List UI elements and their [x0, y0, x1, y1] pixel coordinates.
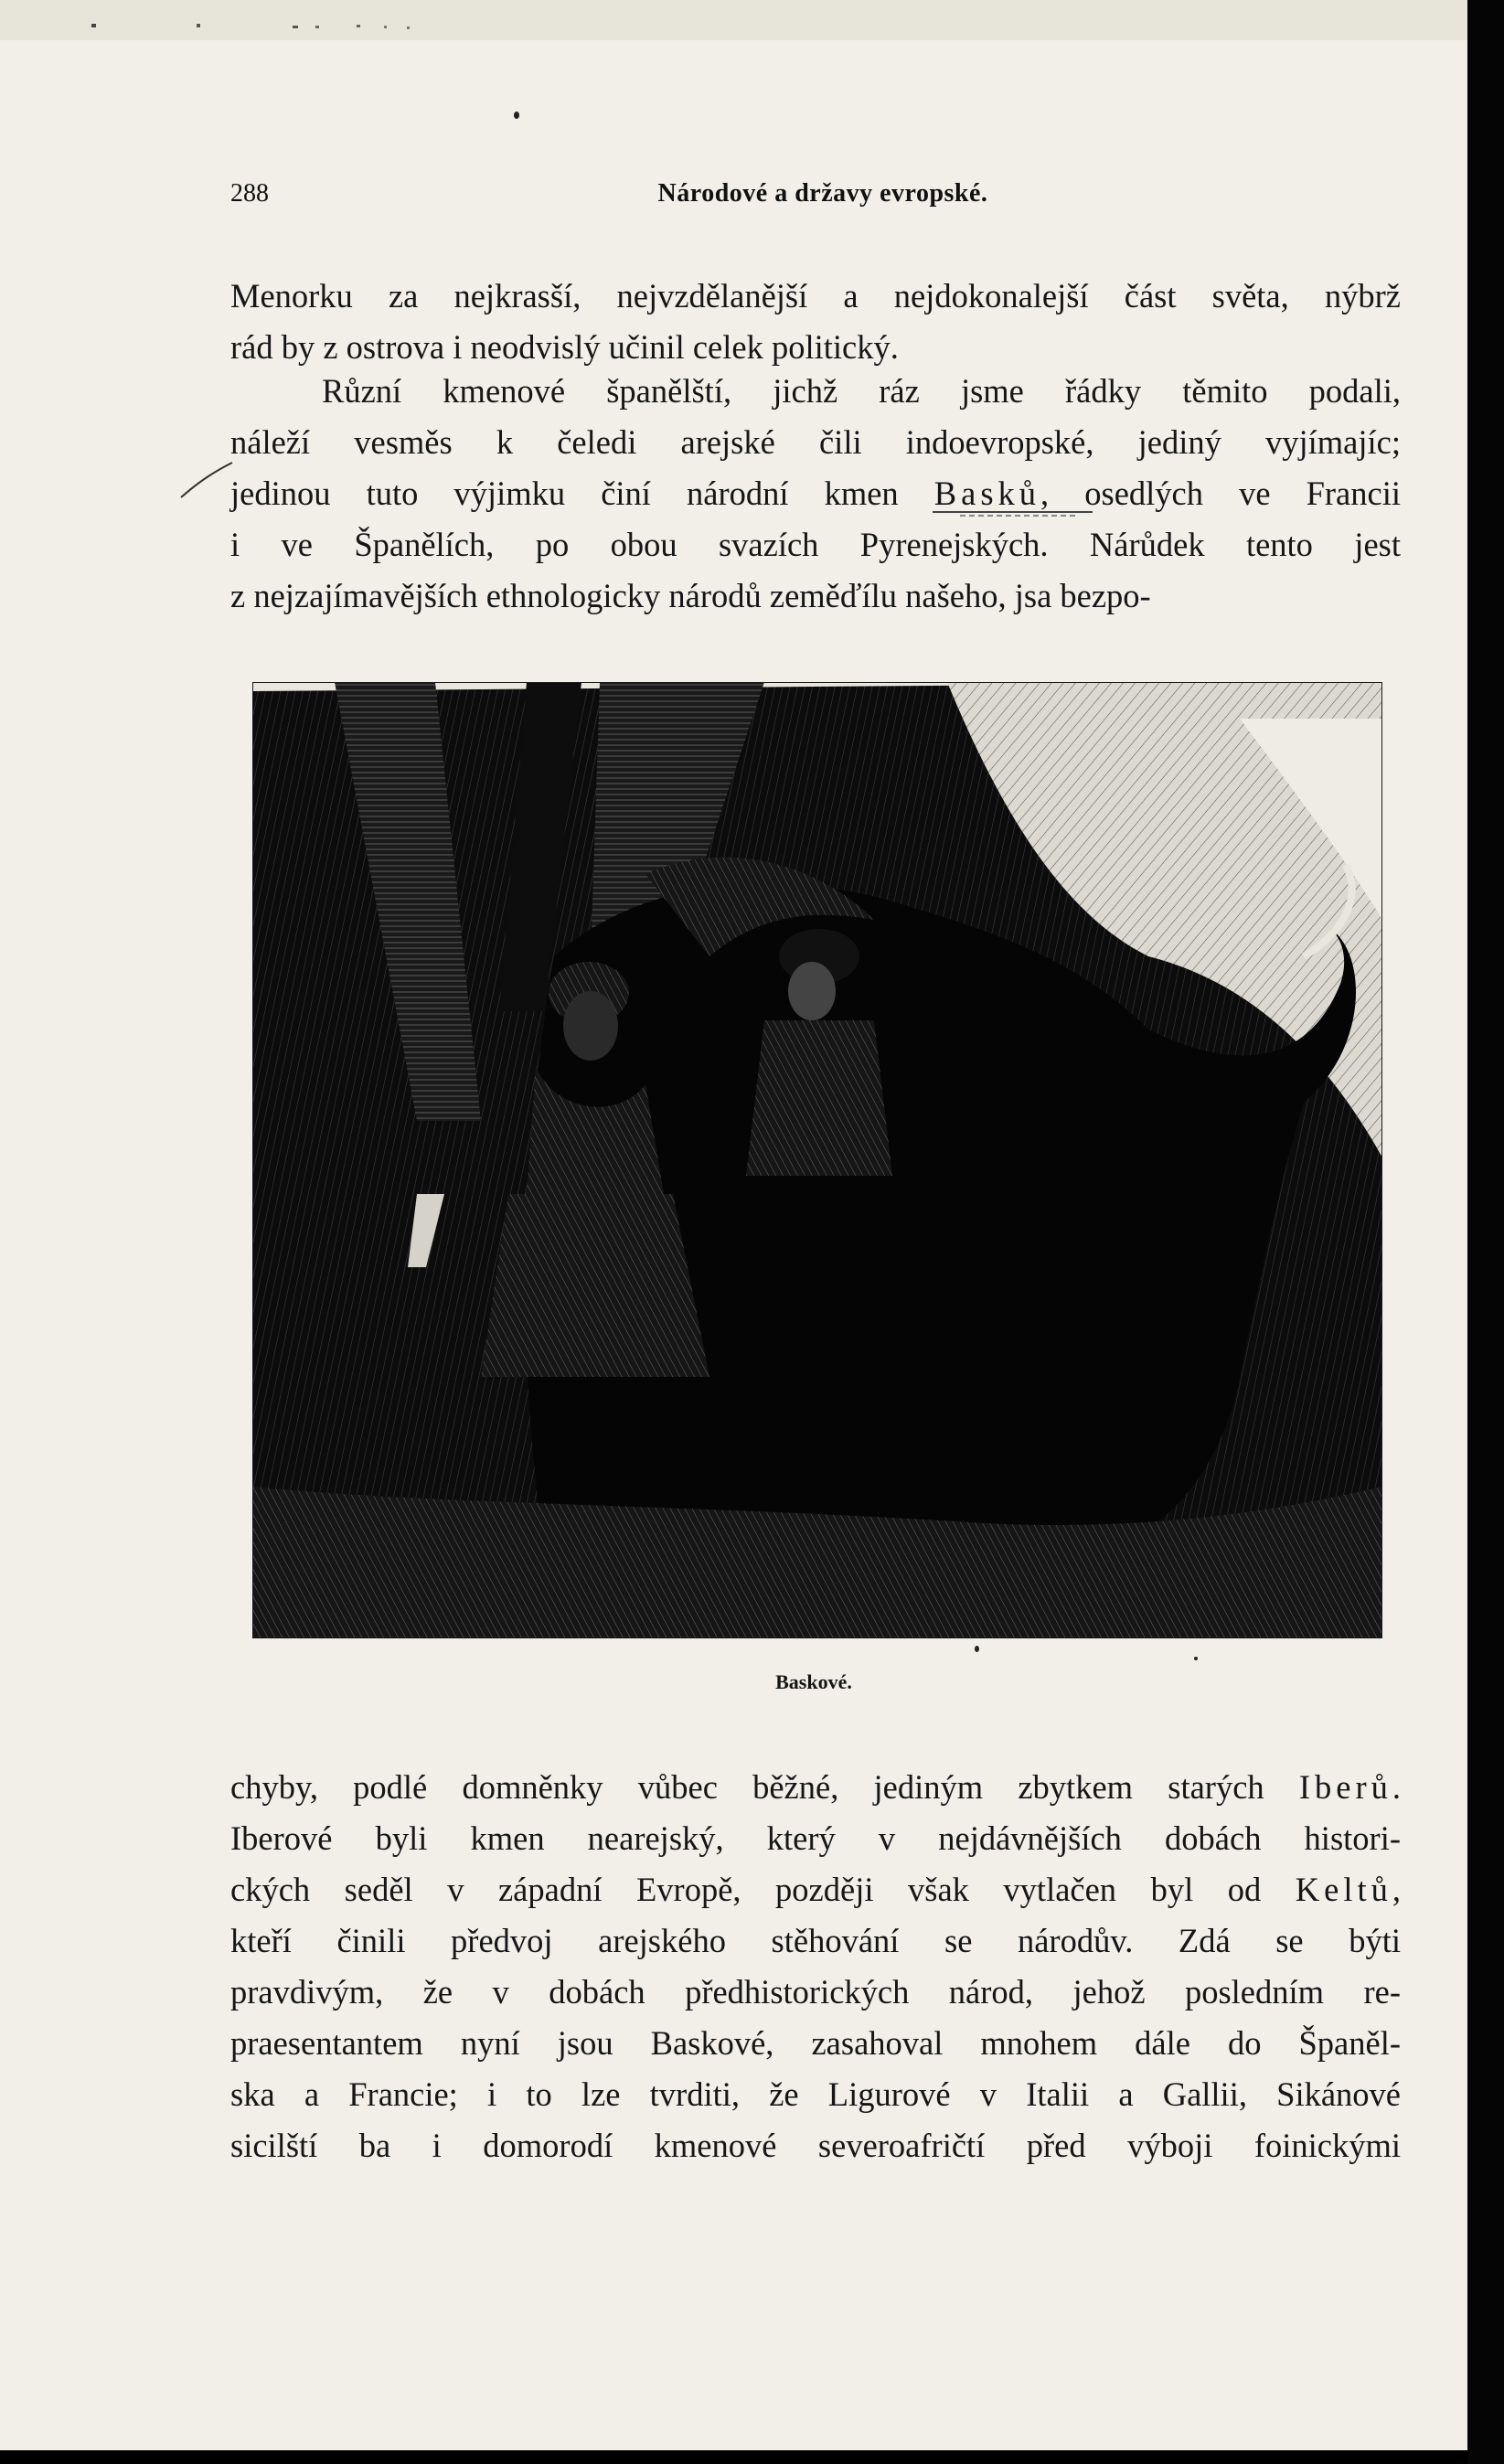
text-line: Menorku za nejkrasší, nejvzdělanější a nejdokonalejší část světa, nýbrž	[230, 277, 1401, 315]
text-line: Různí kmenové španělští, jichž ráz jsme řádky těmito podali,	[322, 372, 1401, 410]
text-fragment: ckých seděl v západní Evropě, později však vytlačen byl od	[230, 1871, 1296, 1908]
text-line: Iberové byli kmen nearejský, který v nejdávnějších dobách histori-	[230, 1819, 1401, 1857]
text-line	[230, 468, 1401, 519]
text-line: rád by z ostrova i neodvislý učinil celek politický.	[230, 328, 899, 366]
text-fragment: jedinou tuto výjimku činí národní kmen	[230, 475, 934, 512]
paragraph-2	[230, 366, 1401, 622]
pencil-underline	[933, 508, 1093, 517]
spaced-term-keltu: Keltů	[1295, 1871, 1392, 1908]
text-fragment: chyby, podlé domněnky vůbec běžné, jediným zbytkem starých	[230, 1768, 1299, 1806]
spaced-term-iberu: Iberů	[1298, 1768, 1392, 1806]
paragraph-3	[230, 1762, 1401, 2171]
page-number: 288	[230, 179, 269, 208]
paragraph-1	[230, 271, 1401, 373]
text-line: ska a Francie; i to lze tvrditi, že Ligurové v Italii a Gallii, Sikánové	[230, 2075, 1401, 2113]
text-line: pravdivým, že v dobách předhistorických národ, jehož posledním re-	[230, 1973, 1401, 2011]
text-line: z nejzajímavějších ethnologicky národů zeměďílu našeho, jsa bezpo-	[230, 577, 1151, 614]
text-line: i ve Španělích, po obou svazích Pyrenejských. Nárůdek tento jest	[230, 526, 1401, 563]
text-fragment: ,	[1392, 1871, 1401, 1908]
spaced-term-basku: Basků	[933, 475, 1041, 512]
figure-caption: Baskové.	[775, 1670, 852, 1693]
binding-shadow	[0, 0, 1467, 40]
text-line	[230, 1762, 1401, 1813]
dust-speck	[975, 1646, 979, 1652]
scan-border	[1467, 0, 1504, 2464]
text-line: náleží vesměs k čeledi arejské čili indoevropské, jediný vyjímajíc;	[230, 423, 1401, 461]
engraving-baskove	[252, 682, 1382, 1638]
text-line	[230, 1864, 1401, 1915]
dust-speck	[514, 112, 519, 119]
text-line: sicilští ba i domorodí kmenové severoafričtí před výboji foinickými	[230, 2127, 1401, 2164]
text-line: praesentantem nyní jsou Baskové, zasahoval mnohem dále do Španěl-	[230, 2024, 1401, 2062]
running-title: Národové a državy evropské.	[657, 179, 988, 208]
pencil-annotation	[179, 457, 234, 501]
text-fragment: , osedlých ve Francii	[1040, 475, 1401, 512]
dust-speck	[1194, 1657, 1198, 1660]
text-line: kteří činili předvoj arejského stěhování se národův. Zdá se býti	[230, 1922, 1401, 1959]
page-header	[229, 179, 1401, 216]
text-fragment: .	[1392, 1768, 1401, 1806]
